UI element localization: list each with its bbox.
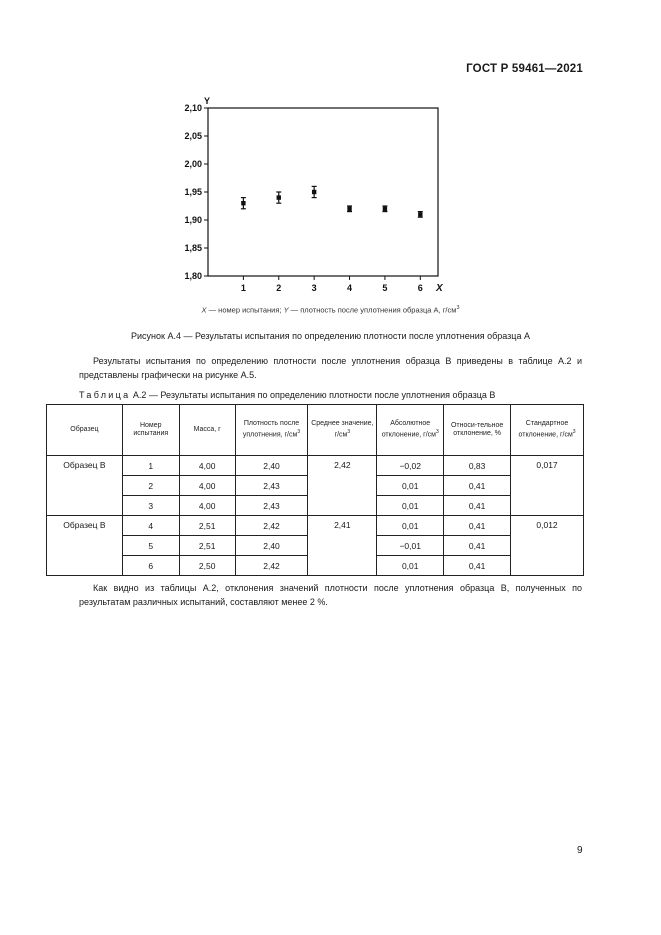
y-tick-label: 1,85 <box>184 243 202 253</box>
header-mean: Среднее значение, $г/см^3$ <box>308 405 377 456</box>
data-point <box>347 207 351 211</box>
cell-rel-deviation: 0,41 <box>444 556 511 576</box>
cell-test-number: 2 <box>122 476 179 496</box>
x-tick-label: 6 <box>417 283 423 293</box>
x-tick-label: 3 <box>311 283 317 293</box>
cell-sample: Образец В <box>47 456 123 516</box>
header-density: Плотность после уплотнения, $г/см^3$ <box>235 405 308 456</box>
y-tick-label: 1,95 <box>184 187 202 197</box>
header-sample: Образец <box>47 405 123 456</box>
cell-mass: 4,00 <box>179 456 235 476</box>
cell-test-number: 6 <box>122 556 179 576</box>
y-tick-label: 1,80 <box>184 271 202 281</box>
paragraph-conclusion: Как видно из таблицы А.2, отклонения значений плотности после уплотнения образца В, полученных по результатам различных испытаний, составляют менее 2 %. <box>79 583 582 607</box>
data-point <box>418 212 422 216</box>
cell-test-number: 1 <box>122 456 179 476</box>
cell-test-number: 3 <box>122 496 179 516</box>
cell-rel-deviation: 0,41 <box>444 496 511 516</box>
cell-rel-deviation: 0,41 <box>444 476 511 496</box>
density-chart <box>150 92 450 300</box>
figure-caption: Рисунок А.4 — Результаты испытания по определению плотности после уплотнения образца А <box>131 331 530 341</box>
y-tick-label: 2,00 <box>184 159 202 169</box>
cell-abs-deviation: −0,01 <box>377 536 444 556</box>
cell-abs-deviation: 0,01 <box>377 556 444 576</box>
cell-abs-deviation: 0,01 <box>377 496 444 516</box>
cell-rel-deviation: 0,41 <box>444 516 511 536</box>
data-point <box>277 195 281 199</box>
cell-std-deviation: 0,017 <box>511 456 584 516</box>
results-table <box>46 404 584 576</box>
page-number: 9 <box>577 845 583 856</box>
data-point <box>383 207 387 211</box>
header-mass: Масса, г <box>179 405 235 456</box>
header-test-number: Номер испытания <box>122 405 179 456</box>
cell-density: 2,40 <box>235 456 308 476</box>
table-header-row <box>47 405 584 456</box>
cell-test-number: 4 <box>122 516 179 536</box>
cell-abs-deviation: −0,02 <box>377 456 444 476</box>
table-caption: Таблица А.2 — Результаты испытания по определению плотности после уплотнения образца В <box>79 390 496 400</box>
cell-abs-deviation: 0,01 <box>377 516 444 536</box>
standard-code: ГОСТ Р 59461—2021 <box>466 63 583 75</box>
axis-caption: X — номер испытания; Y — плотность после уплотнения образца А, $г/см^3$ <box>201 305 460 315</box>
cell-rel-deviation: 0,41 <box>444 536 511 556</box>
x-tick-label: 1 <box>240 283 246 293</box>
plot-frame <box>208 108 438 276</box>
x-axis-label: X <box>436 283 443 294</box>
data-point <box>312 190 316 194</box>
table-row <box>47 516 584 536</box>
cell-density: 2,42 <box>235 516 308 536</box>
y-tick-label: 1,90 <box>184 215 202 225</box>
cell-mean: 2,42 <box>308 456 377 516</box>
header-rel-deviation: Относи-тельное отклонение, % <box>444 405 511 456</box>
x-tick-label: 4 <box>347 283 353 293</box>
cell-mass: 2,50 <box>179 556 235 576</box>
cell-density: 2,43 <box>235 476 308 496</box>
cell-test-number: 5 <box>122 536 179 556</box>
cell-std-deviation: 0,012 <box>511 516 584 576</box>
x-tick-label: 2 <box>276 283 282 293</box>
cell-rel-deviation: 0,83 <box>444 456 511 476</box>
cell-abs-deviation: 0,01 <box>377 476 444 496</box>
table-row <box>47 456 584 476</box>
cell-density: 2,40 <box>235 536 308 556</box>
cell-density: 2,43 <box>235 496 308 516</box>
paragraph-results: Результаты испытания по определению плотности после уплотнения образца В приведены в таблице А.2 и представлены графически на рисунке А.5. <box>79 356 582 380</box>
data-point <box>241 201 245 205</box>
cell-mass: 2,51 <box>179 536 235 556</box>
cell-mass: 2,51 <box>179 516 235 536</box>
x-tick-label: 5 <box>382 283 388 293</box>
cell-mass: 4,00 <box>179 496 235 516</box>
header-std-deviation: Стандартное отклонение, $г/см^3$ <box>511 405 584 456</box>
y-tick-label: 2,05 <box>184 131 202 141</box>
y-axis-label: Y <box>203 96 211 106</box>
y-tick-label: 2,10 <box>184 103 202 113</box>
cell-mass: 4,00 <box>179 476 235 496</box>
cell-mean: 2,41 <box>308 516 377 576</box>
cell-density: 2,42 <box>235 556 308 576</box>
header-abs-deviation: Абсолютное отклонение, $г/см^3$ <box>377 405 444 456</box>
cell-sample: Образец В <box>47 516 123 576</box>
